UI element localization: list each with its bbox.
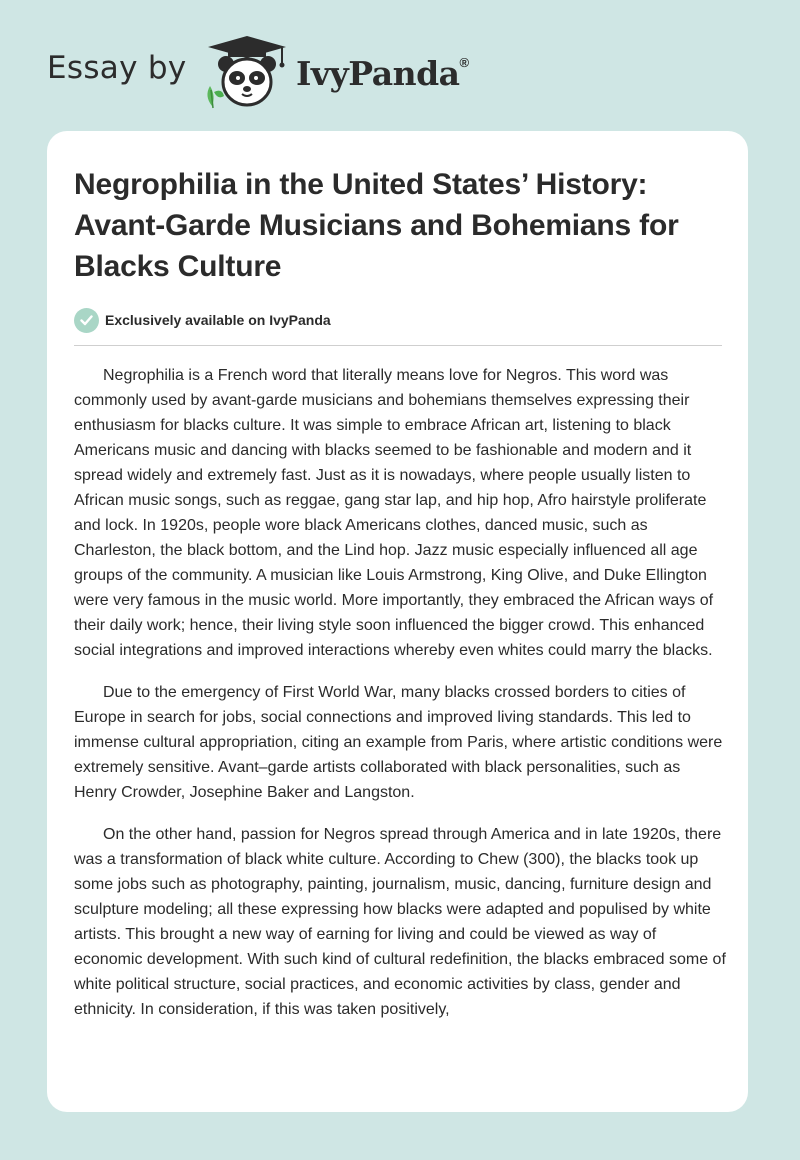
- paragraph: Negrophilia is a French word that literally means love for Negros. This word was commonly used by avant-garde musicians and bohemians themselves expressing their enthusiasm for blacks culture. It was simple to embrace African art, listening to black Americans music and dancing with blacks seemed to be fashionable and modern and it spread widely and extremely fast. Just as it is nowadays, where people usually listen to African music songs, such as reggae, gang star lap, and hip hop, Afro hairstyle proliferate and lock. In 1920s, people wore black Americans clothes, danced music, such as Charleston, the black bottom, and the Lind hop. Jazz music especially influenced all age groups of the community. A musician like Louis Armstrong, King Olive, and Duke Ellington were very famous in the music world. More importantly, they embraced the African ways of their daily work; hence, their living style soon influenced the bigger crowd. This enhanced social integrations and improved interactions whereby even whites could marry the blacks.: [74, 367, 714, 659]
- divider: [74, 345, 722, 346]
- exclusive-badge: [74, 307, 331, 333]
- essay-card: [47, 131, 748, 1112]
- brand-name[interactable]: IvyPanda®: [296, 54, 469, 93]
- page-title: Negrophilia in the United States’ History: Avant-Garde Musicians and Bohemians for Blacks Culture: [74, 168, 679, 283]
- trademark-symbol: ®: [459, 55, 469, 70]
- paragraph: Due to the emergency of First World War, many blacks crossed borders to cities of Europe in search for jobs, social connections and improved living standards. This led to immense cultural appropriation, citing an example from Paris, where artistic conditions were extremely sensitive. Avant–garde artists collaborated with black personalities, such as Henry Crowder, Josephine Baker and Langston.: [74, 684, 723, 801]
- site-header: [0, 0, 800, 130]
- essay-body: [74, 363, 726, 1039]
- panda-graduate-logo-icon[interactable]: [202, 34, 292, 110]
- badge-label: Exclusively available on IvyPanda: [105, 312, 331, 328]
- paragraph: On the other hand, passion for Negros spread through America and in late 1920s, there was a transformation of black white culture. According to Chew (300), the blacks took up some jobs such as photography, painting, journalism, music, dancing, furniture design and sculpture modeling; all these expressing how blacks were adapted and populised by white artists. This brought a new way of earning for living and could be viewed as way of economic development. With such kind of cultural redefinition, the blacks embraced some of white political structure, social practices, and economic activities by class, gender and ethnicity. In consideration, if this was taken positively,: [74, 826, 726, 1018]
- checkmark-circle-icon: [74, 308, 99, 333]
- essay-by-label: Essay by: [47, 50, 187, 86]
